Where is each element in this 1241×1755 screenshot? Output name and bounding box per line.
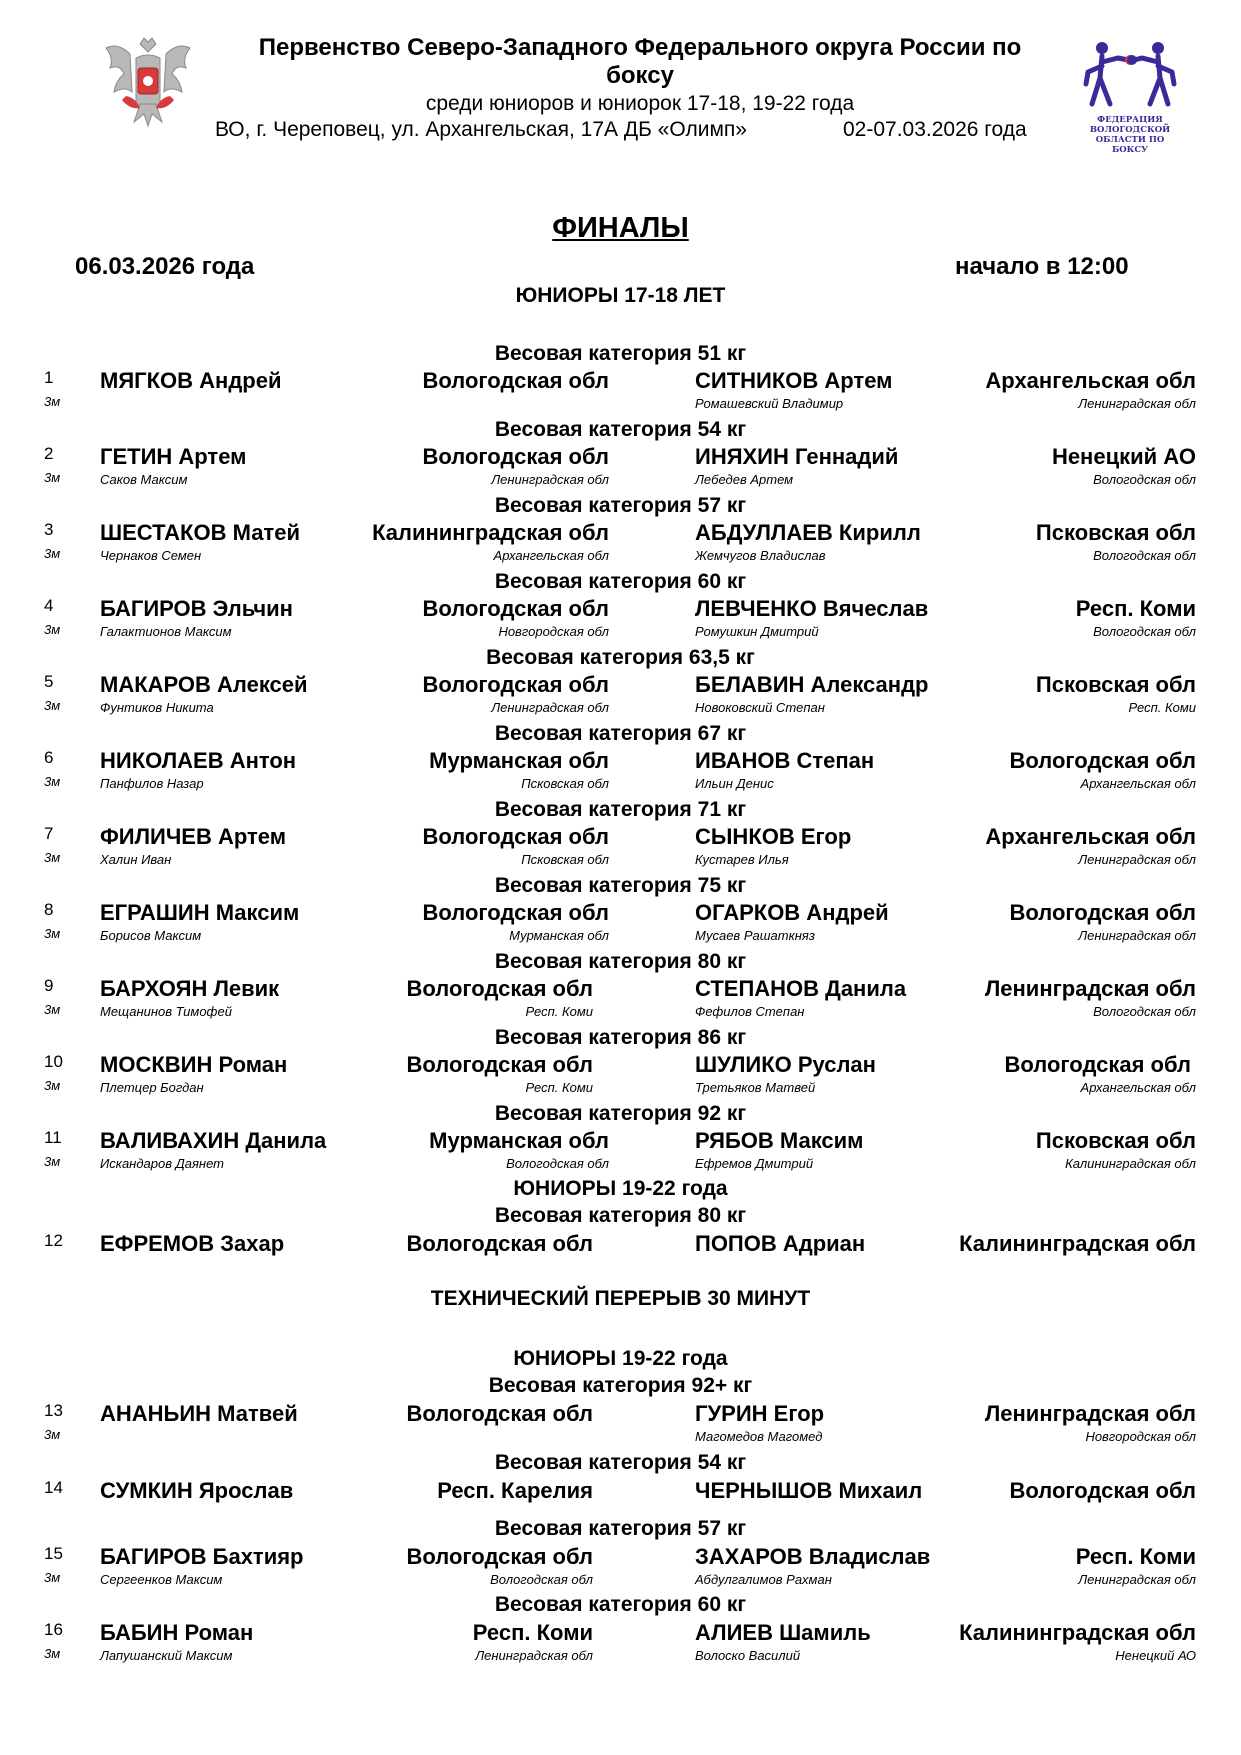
finals-heading: ФИНАЛЫ (552, 212, 689, 244)
bout-number: 4 (44, 596, 54, 615)
place-label: 3м (44, 1078, 61, 1093)
boxer-blue-name: ГУРИН Егор (695, 1401, 825, 1426)
boxer-red-name: НИКОЛАЕВ Антон (100, 748, 297, 773)
boxer-blue-coach-region: Архангельская обл (1080, 776, 1196, 791)
boxer-blue-coach-region: Ленинградская обл (1078, 1572, 1196, 1587)
boxer-blue-coach: Магомедов Магомед (695, 1429, 823, 1444)
boxer-blue-region: Псковская обл (1035, 672, 1196, 697)
place-label: 3м (44, 1427, 61, 1442)
bout-number: 6 (44, 748, 54, 767)
subtitle: среди юниоров и юниорок 17-18, 19-22 года (425, 92, 855, 115)
bout-number: 9 (44, 976, 54, 995)
boxer-blue-name: СЫНКОВ Егор (695, 824, 852, 849)
boxer-red-coach: Искандаров Даянет (100, 1156, 224, 1171)
boxer-blue-name: СТЕПАНОВ Данила (695, 976, 907, 1001)
boxer-blue-coach: Абдулгалимов Рахман (695, 1572, 832, 1587)
boxer-blue-region: Вологодская обл (1009, 1478, 1196, 1503)
boxer-blue-coach-region: Респ. Коми (1128, 700, 1196, 715)
boxer-red-coach-region: Ленинградская обл (475, 1648, 593, 1663)
bout-number: 5 (44, 672, 54, 691)
place-label: 3м (44, 698, 61, 713)
weight-category: Весовая категория 63,5 кг (486, 646, 755, 669)
boxer-red-name: БАРХОЯН Левик (100, 976, 280, 1001)
boxer-blue-name: БЕЛАВИН Александр (695, 672, 929, 697)
boxer-blue-region: Ненецкий АО (1051, 444, 1196, 469)
bout-number: 13 (44, 1401, 63, 1420)
boxer-red-coach-region: Мурманская обл (509, 928, 609, 943)
boxer-red-coach-region: Новгородская обл (498, 624, 609, 639)
place-label: 3м (44, 1002, 61, 1017)
boxer-blue-coach-region: Архангельская обл (1080, 1080, 1196, 1095)
bout-number: 8 (44, 900, 54, 919)
boxer-red-region: Вологодская обл (406, 976, 593, 1001)
boxer-red-name: МЯГКОВ Андрей (100, 368, 282, 393)
boxer-red-name: АНАНЬИН Матвей (100, 1401, 298, 1426)
boxer-blue-name: ЗАХАРОВ Владислав (695, 1544, 931, 1569)
boxer-blue-region: Ленинградская обл (984, 1401, 1196, 1426)
weight-category: Весовая категория 60 кг (494, 570, 747, 593)
boxer-blue-region: Псковская обл (1035, 1128, 1196, 1153)
boxer-red-region: Респ. Коми (472, 1620, 593, 1645)
boxer-blue-coach-region: Ленинградская обл (1078, 852, 1196, 867)
weight-category: Весовая категория 57 кг (494, 494, 747, 517)
section-heading: ЮНИОРЫ 19-22 года (513, 1177, 728, 1200)
weight-category: Весовая категория 80 кг (494, 950, 747, 973)
federation-text-1: ФЕДЕРАЦИЯ (1097, 115, 1163, 125)
weight-category: Весовая категория 71 кг (494, 798, 747, 821)
boxer-blue-name: АЛИЕВ Шамиль (695, 1620, 871, 1645)
boxer-red-name: ВАЛИВАХИН Данила (100, 1128, 327, 1153)
boxer-blue-region: Псковская обл (1035, 520, 1196, 545)
boxer-blue-coach: Ромашевский Владимир (695, 396, 844, 411)
boxer-red-region: Вологодская обл (422, 824, 609, 849)
bout-number: 3 (44, 520, 54, 539)
weight-category: Весовая категория 92+ кг (488, 1374, 753, 1397)
weight-category: Весовая категория 51 кг (494, 342, 747, 365)
weight-category: Весовая категория 86 кг (494, 1026, 747, 1049)
boxer-red-region: Вологодская обл (406, 1052, 593, 1077)
boxer-red-name: ШЕСТАКОВ Матей (100, 520, 300, 545)
boxer-red-coach: Сергеенков Максим (100, 1572, 223, 1587)
boxer-red-region: Мурманская обл (429, 1128, 609, 1153)
boxer-red-coach: Плетцер Богдан (100, 1080, 204, 1095)
boxer-red-coach: Мещанинов Тимофей (100, 1004, 233, 1019)
boxer-red-coach-region: Псковская обл (521, 776, 609, 791)
weight-category: Весовая категория 67 кг (494, 722, 747, 745)
boxer-blue-name: ОГАРКОВ Андрей (695, 900, 889, 925)
bout-number: 7 (44, 824, 54, 843)
boxer-blue-region: Калининградская обл (959, 1231, 1196, 1256)
bout-row (0, 1231, 1241, 1291)
bout-number: 1 (44, 368, 54, 387)
place-label: 3м (44, 850, 61, 865)
boxer-red-coach-region: Вологодская обл (490, 1572, 593, 1587)
boxer-red-name: БАГИРОВ Эльчин (100, 596, 293, 621)
boxer-red-coach-region: Вологодская обл (506, 1156, 609, 1171)
boxer-red-coach: Фунтиков Никита (100, 700, 214, 715)
boxer-red-coach: Лапушанский Максим (100, 1648, 233, 1663)
boxer-red-coach: Халин Иван (100, 852, 172, 867)
boxer-red-region: Респ. Карелия (437, 1478, 593, 1503)
boxer-red-region: Мурманская обл (429, 748, 609, 773)
boxer-blue-name: ЛЕВЧЕНКО Вячеслав (695, 596, 929, 621)
boxer-blue-coach: Фефилов Степан (695, 1004, 805, 1019)
boxer-red-name: МОСКВИН Роман (100, 1052, 288, 1077)
boxer-blue-coach: Ромушкин Дмитрий (695, 624, 819, 639)
boxer-blue-name: АБДУЛЛАЕВ Кирилл (695, 520, 921, 545)
boxer-red-coach: Чернаков Семен (100, 548, 202, 563)
boxer-blue-name: ИВАНОВ Степан (695, 748, 875, 773)
weight-category: Весовая категория 80 кг (494, 1204, 747, 1227)
boxer-red-region: Калининградская обл (372, 520, 609, 545)
bout-row (0, 1620, 1241, 1680)
boxer-red-region: Вологодская обл (406, 1544, 593, 1569)
boxer-red-name: МАКАРОВ Алексей (100, 672, 308, 697)
bout-number: 12 (44, 1231, 63, 1250)
boxer-red-region: Вологодская обл (406, 1231, 593, 1256)
boxer-red-coach-region: Ленинградская обл (491, 700, 609, 715)
boxer-blue-region: Ленинградская обл (984, 976, 1196, 1001)
place-label: 3м (44, 546, 61, 561)
break-notice: ТЕХНИЧЕСКИЙ ПЕРЕРЫВ 30 МИНУТ (430, 1287, 811, 1310)
boxer-blue-coach: Ильин Денис (695, 776, 774, 791)
weight-category: Весовая категория 75 кг (494, 874, 747, 897)
place-label: 3м (44, 470, 61, 485)
bout-number: 16 (44, 1620, 63, 1639)
boxer-blue-region: Калининградская обл (959, 1620, 1196, 1645)
boxer-red-coach-region: Ленинградская обл (491, 472, 609, 487)
boxer-red-region: Вологодская обл (406, 1401, 593, 1426)
weight-category: Весовая категория 54 кг (494, 1451, 747, 1474)
start-time: начало в 12:00 (955, 253, 1129, 280)
boxer-blue-coach-region: Ленинградская обл (1078, 928, 1196, 943)
competition-date: 06.03.2026 года (75, 253, 255, 280)
event-dates: 02-07.03.2026 года (843, 118, 1027, 141)
boxer-blue-name: ИНЯХИН Геннадий (695, 444, 899, 469)
boxer-blue-name: ПОПОВ Адриан (695, 1231, 866, 1256)
boxer-blue-coach: Новоковский Степан (695, 700, 825, 715)
boxer-blue-name: ЧЕРНЫШОВ Михаил (695, 1478, 923, 1503)
bout-number: 15 (44, 1544, 63, 1563)
section-heading: ЮНИОРЫ 19-22 года (513, 1347, 728, 1370)
boxer-red-region: Вологодская обл (422, 672, 609, 697)
boxer-blue-name: РЯБОВ Максим (695, 1128, 864, 1153)
place-label: 3м (44, 1646, 61, 1661)
boxer-red-coach: Панфилов Назар (100, 776, 204, 791)
place-label: 3м (44, 1154, 61, 1169)
boxer-blue-coach-region: Вологодская обл (1093, 472, 1196, 487)
boxer-blue-region: Вологодская обл (1004, 1052, 1191, 1077)
boxer-blue-region: Архангельская обл (985, 368, 1196, 393)
boxer-blue-coach: Лебедев Артем (695, 472, 794, 487)
place-label: 3м (44, 774, 61, 789)
section-heading: ЮНИОРЫ 17-18 ЛЕТ (515, 284, 726, 307)
boxer-red-name: ЕГРАШИН Максим (100, 900, 300, 925)
boxer-red-coach: Борисов Максим (100, 928, 202, 943)
boxer-blue-coach-region: Вологодская обл (1093, 548, 1196, 563)
boxer-blue-coach: Третьяков Матвей (695, 1080, 816, 1095)
federation-text-2: ВОЛОГОДСКОЙ (1089, 125, 1171, 135)
bout-number: 14 (44, 1478, 63, 1497)
boxer-blue-name: СИТНИКОВ Артем (695, 368, 893, 393)
weight-category: Весовая категория 92 кг (494, 1102, 747, 1125)
boxer-blue-coach-region: Новгородская обл (1085, 1429, 1196, 1444)
boxer-blue-region: Респ. Коми (1075, 596, 1196, 621)
boxer-blue-coach: Жемчугов Владислав (695, 548, 826, 563)
boxer-blue-coach-region: Калининградская обл (1065, 1156, 1196, 1171)
boxer-blue-coach: Ефремов Дмитрий (695, 1156, 814, 1171)
place-label: 3м (44, 926, 61, 941)
boxer-red-name: ФИЛИЧЕВ Артем (100, 824, 287, 849)
boxer-red-name: БАБИН Роман (100, 1620, 254, 1645)
boxer-red-name: ЕФРЕМОВ Захар (100, 1231, 285, 1256)
boxer-blue-region: Респ. Коми (1075, 1544, 1196, 1569)
boxer-blue-coach: Мусаев Рашаткняз (695, 928, 815, 943)
boxer-red-coach-region: Респ. Коми (525, 1080, 593, 1095)
weight-category: Весовая категория 54 кг (494, 418, 747, 441)
place-label: 3м (44, 394, 61, 409)
bout-number: 2 (44, 444, 54, 463)
boxer-blue-coach-region: Ненецкий АО (1115, 1648, 1196, 1663)
bout-number: 10 (44, 1052, 63, 1071)
weight-category: Весовая категория 57 кг (494, 1517, 747, 1540)
title-line-2: боксу (606, 62, 674, 89)
boxer-red-coach: Галактионов Максим (100, 624, 232, 639)
venue: ВО, г. Череповец, ул. Архангельская, 17А ДБ «Олимп» (215, 118, 747, 141)
boxer-red-region: Вологодская обл (422, 444, 609, 469)
boxer-red-region: Вологодская обл (422, 368, 609, 393)
boxer-blue-region: Архангельская обл (985, 824, 1196, 849)
boxer-red-coach-region: Псковская обл (521, 852, 609, 867)
boxer-blue-coach-region: Вологодская обл (1093, 624, 1196, 639)
boxer-red-region: Вологодская обл (422, 596, 609, 621)
boxer-blue-region: Вологодская обл (1009, 900, 1196, 925)
boxer-red-coach-region: Архангельская обл (493, 548, 609, 563)
boxer-blue-region: Вологодская обл (1009, 748, 1196, 773)
bout-number: 11 (44, 1128, 62, 1147)
boxer-red-region: Вологодская обл (422, 900, 609, 925)
title-line-1: Первенство Северо-Западного Федерального округа России по (258, 34, 1022, 61)
boxer-red-name: ГЕТИН Артем (100, 444, 247, 469)
boxer-blue-coach-region: Вологодская обл (1093, 1004, 1196, 1019)
boxer-red-coach-region: Респ. Коми (525, 1004, 593, 1019)
boxer-blue-coach: Волоско Василий (695, 1648, 801, 1663)
boxer-red-coach: Саков Максим (100, 472, 188, 487)
place-label: 3м (44, 1570, 61, 1585)
boxer-blue-name: ШУЛИКО Руслан (695, 1052, 876, 1077)
place-label: 3м (44, 622, 61, 637)
federation-text-3: ОБЛАСТИ ПО БОКСУ (1095, 135, 1165, 155)
boxer-red-name: СУМКИН Ярослав (100, 1478, 294, 1503)
weight-category: Весовая категория 60 кг (494, 1593, 747, 1616)
boxer-red-name: БАГИРОВ Бахтияр (100, 1544, 304, 1569)
boxer-blue-coach-region: Ленинградская обл (1078, 396, 1196, 411)
boxer-blue-coach: Кустарев Илья (695, 852, 789, 867)
